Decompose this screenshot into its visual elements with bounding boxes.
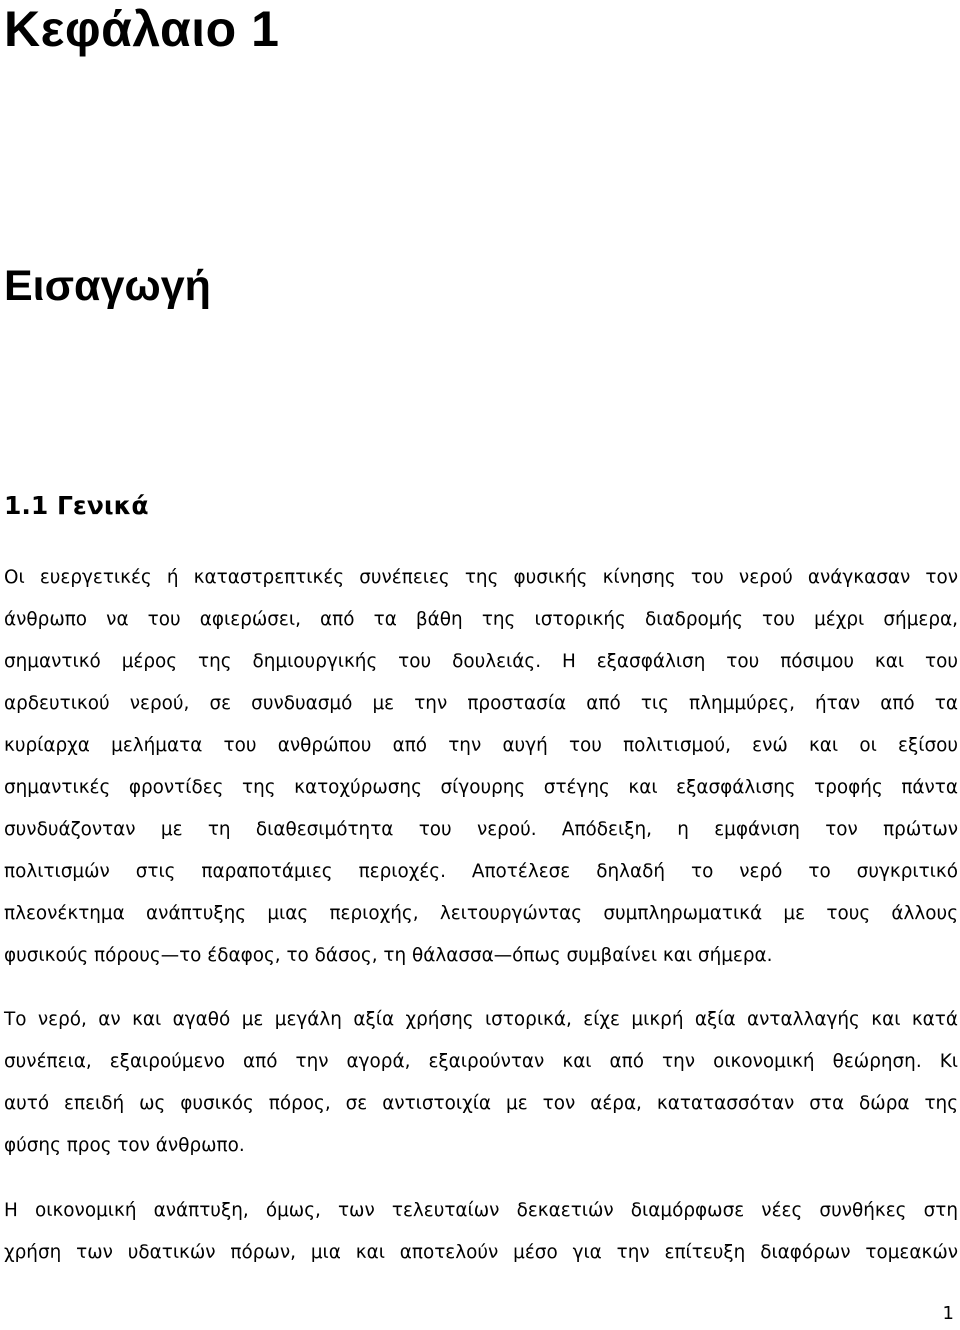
section-title: Εισαγωγή <box>4 262 211 310</box>
paragraph-line: συνέπεια, εξαιρούμενο από την αγορά, εξαιρούνταν και από την οικονομική θεώρηση. Κι <box>4 1051 958 1072</box>
paragraph-line: σημαντικό μέρος της δημιουργικής του δουλειάς. Η εξασφάλιση του πόσιμου και του <box>4 651 958 672</box>
paragraph-3 <box>4 1190 958 1274</box>
paragraph-line: άνθρωπο να του αφιερώσει, από τα βάθη της ιστορικής διαδρομής του μέχρι σήμερα, <box>4 609 958 630</box>
paragraph-line: φυσικούς πόρους—το έδαφος, το δάσος, τη θάλασσα—όπως συμβαίνει και σήμερα. <box>4 945 773 966</box>
paragraph-line: πολιτισμών στις παραποτάμιες περιοχές. Αποτέλεσε δηλαδή το νερό το συγκριτικό <box>4 861 958 882</box>
chapter-title: Κεφάλαιο 1 <box>4 1 280 57</box>
paragraph-line: Η οικονομική ανάπτυξη, όμως, των τελευταίων δεκαετιών διαμόρφωσε νέες συνθήκες στη <box>4 1200 958 1221</box>
paragraph-line: κυρίαρχα μελήματα του ανθρώπου από την αυγή του πολιτισμού, ενώ και οι εξίσου <box>4 735 958 756</box>
paragraph-2 <box>4 999 958 1167</box>
paragraph-line: συνδυάζονταν με τη διαθεσιμότητα του νερού. Απόδειξη, η εμφάνιση τον πρώτων <box>4 819 958 840</box>
subsection-title: 1.1 Γενικά <box>4 491 149 520</box>
paragraph-line: σημαντικές φροντίδες της κατοχύρωσης σίγουρης στέγης και εξασφάλισης τροφής πάντα <box>4 777 958 798</box>
paragraph-line: αυτό επειδή ως φυσικός πόρος, σε αντιστοιχία με τον αέρα, κατατασσόταν στα δώρα της <box>4 1093 958 1114</box>
paragraph-line: Οι ευεργετικές ή καταστρεπτικές συνέπειες της φυσικής κίνησης του νερού ανάγκασαν τον <box>4 567 958 588</box>
page-number: 1 <box>942 1303 954 1324</box>
paragraph-line: χρήση των υδατικών πόρων, μια και αποτελούν μέσο για την επίτευξη διαφόρων τομεακών <box>4 1242 958 1263</box>
paragraph-line: πλεονέκτημα ανάπτυξης μιας περιοχής, λειτουργώντας συμπληρωματικά με τους άλλους <box>4 903 958 924</box>
paragraph-line: Το νερό, αν και αγαθό με μεγάλη αξία χρήσης ιστορικά, είχε μικρή αξία ανταλλαγής και κατά <box>4 1009 958 1030</box>
paragraph-1 <box>4 557 958 977</box>
paragraph-line: αρδευτικού νερού, σε συνδυασμό με την προστασία από τις πλημμύρες, ήταν από τα <box>4 693 958 714</box>
paragraph-line: φύσης προς τον άνθρωπο. <box>4 1135 245 1156</box>
